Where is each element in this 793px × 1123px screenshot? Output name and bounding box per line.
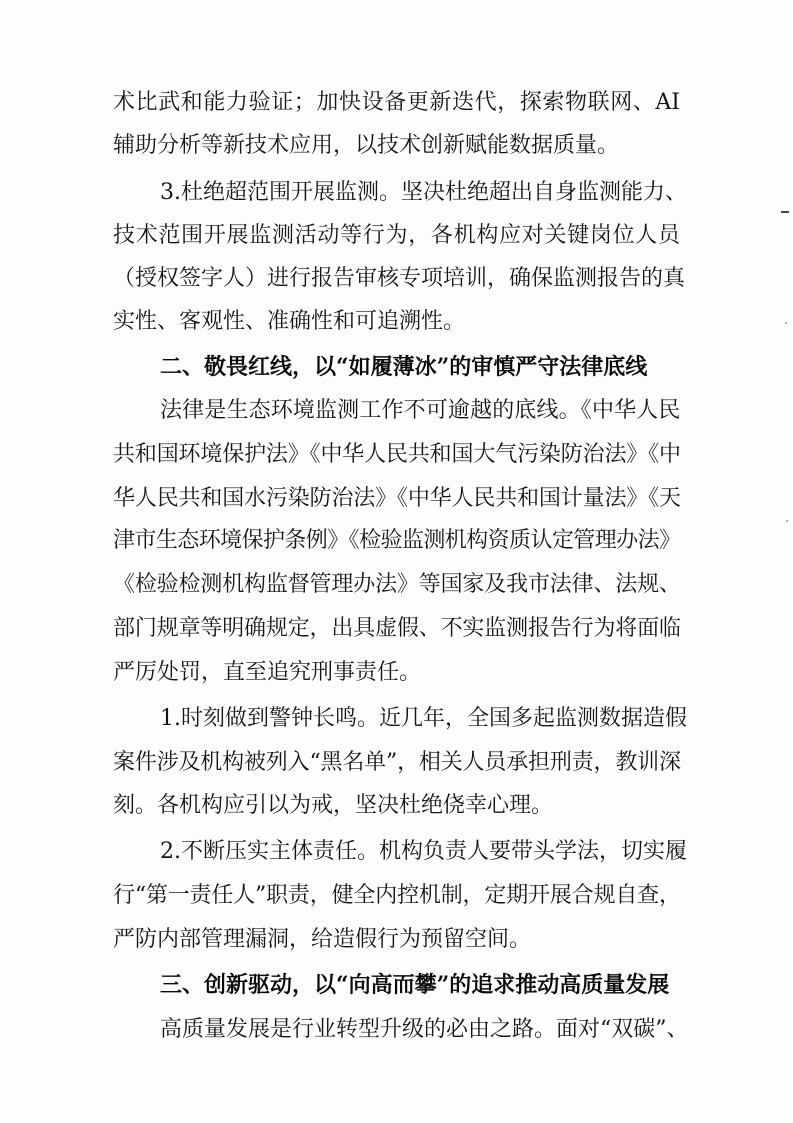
paragraph-line: 法律是生态环境监测工作不可逾越的底线。《中华人民: [160, 398, 680, 423]
paragraph-line: 术比武和能力验证；加快设备更新迭代，探索物联网、AI: [113, 90, 680, 115]
paragraph-line: 技术范围开展监测活动等行为，各机构应对关键岗位人员: [113, 223, 680, 248]
paragraph-line: 严防内部管理漏洞，给造假行为预留空间。: [113, 927, 532, 952]
paragraph-line: 《检验检测机构监督管理办法》等国家及我市法律、法规、: [113, 572, 680, 597]
section-heading: 二、敬畏红线，以“如履薄冰”的审慎严守法律底线: [160, 354, 648, 380]
scan-dot: [786, 520, 788, 522]
paragraph-line: 案件涉及机构被列入“黑名单”，相关人员承担刑责，教训深: [113, 750, 680, 775]
paragraph-line: 共和国环境保护法》《中华人民共和国大气污染防治法》《中: [113, 442, 680, 467]
paragraph-line: 部门规章等明确规定，出具虚假、不实监测报告行为将面临: [113, 616, 680, 641]
paragraph-line: 津市生态环境保护条例》《检验监测机构资质认定管理办法》: [113, 528, 680, 553]
paragraph-line: 实性、客观性、准确性和可追溯性。: [113, 309, 466, 334]
scan-dot: [785, 322, 787, 324]
paragraph-line: 高质量发展是行业转型升级的必由之路。面对“双碳”、: [160, 1017, 689, 1042]
paragraph-line: 辅助分析等新技术应用，以技术创新赋能数据质量。: [113, 133, 620, 158]
paragraph-line: （授权签字人）进行报告审核专项培训，确保监测报告的真: [113, 266, 686, 291]
paragraph-line: 刻。各机构应引以为戒，坚决杜绝侥幸心理。: [113, 793, 554, 818]
paragraph-line: 华人民共和国水污染防治法》《中华人民共和国计量法》《天: [113, 486, 680, 511]
section-heading: 三、创新驱动，以“向高而攀”的追求推动高质量发展: [160, 972, 670, 998]
paragraph-line: 严厉处罚，直至追究刑事责任。: [113, 660, 422, 685]
paragraph-line: 行“第一责任人”职责，健全内控机制，定期开展合规自查，: [113, 883, 680, 908]
scan-mark: [781, 211, 789, 213]
numbered-item-line: 2.不断压实主体责任。机构负责人要带头学法，切实履: [160, 839, 687, 864]
numbered-item-line: 3.杜绝超范围开展监测。坚决杜绝超出自身监测能力、: [160, 180, 687, 205]
numbered-item-line: 1.时刻做到警钟长鸣。近几年，全国多起监测数据造假: [160, 706, 687, 731]
